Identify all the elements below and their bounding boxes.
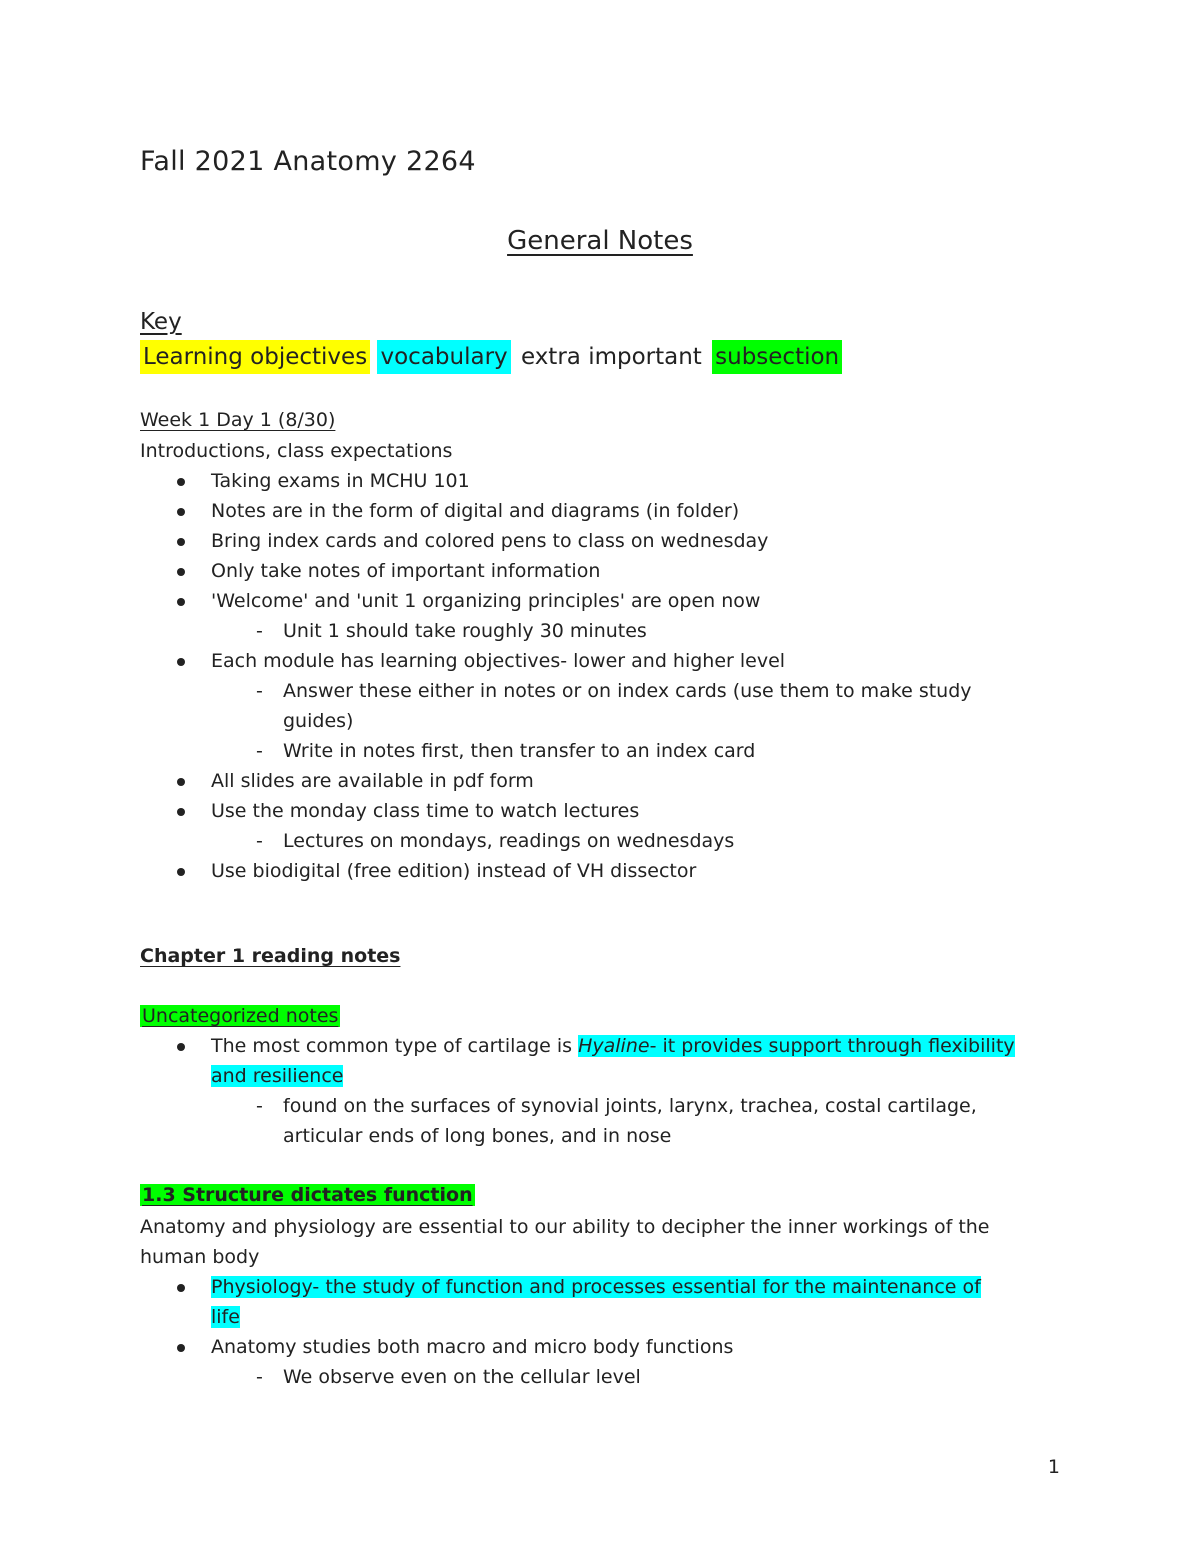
dash-icon: - (256, 740, 263, 762)
bullet-icon (177, 538, 185, 546)
vocab-term-hyaline: Hyaline (578, 1035, 650, 1057)
sub-list-item (256, 1091, 977, 1121)
sub-list-item-text: Unit 1 should take roughly 30 minutes (283, 620, 647, 642)
sub-list-item-text: found on the surfaces of synovial joints, larynx, trachea, costal cartilage, (283, 1095, 977, 1117)
bullet-icon (177, 478, 185, 486)
list-item-continuation (211, 1302, 240, 1332)
sub-list-item (256, 676, 972, 706)
key-heading: Key (140, 309, 182, 335)
list-item-text: 'Welcome' and 'unit 1 organizing principles' are open now (211, 590, 761, 612)
dash-icon: - (256, 680, 263, 702)
list-item (211, 1332, 733, 1362)
list-item-text: The most common type of cartilage is (211, 1035, 579, 1057)
list-item-text: Notes are in the form of digital and diagrams (in folder) (211, 500, 740, 522)
bullet-icon (177, 1284, 185, 1292)
week1-heading: Week 1 Day 1 (8/30) (140, 409, 336, 431)
sub-list-item (256, 1362, 641, 1392)
bullet-icon (177, 868, 185, 876)
list-item (211, 856, 696, 886)
section13-heading-text: 1.3 Structure dictates function (142, 1184, 473, 1206)
sub-list-item-continuation (283, 1121, 671, 1151)
bullet-icon (177, 658, 185, 666)
list-item-text: All slides are available in pdf form (211, 770, 534, 792)
key-learning-objectives: Learning objectives (140, 340, 370, 374)
page-number: 1 (1047, 1456, 1060, 1478)
list-item (211, 1272, 981, 1302)
list-item-text: Taking exams in MCHU 101 (211, 470, 470, 492)
vocab-definition-continued: and resilience (211, 1065, 344, 1087)
sub-list-item (256, 616, 647, 646)
chapter1-heading: Chapter 1 reading notes (140, 945, 401, 967)
sub-list-item-text: guides) (283, 710, 354, 732)
sub-list-item-text: Lectures on mondays, readings on wednesdays (283, 830, 735, 852)
sub-list-item (256, 826, 735, 856)
sub-list-item-text: articular ends of long bones, and in nose (283, 1125, 672, 1147)
list-item-text: Only take notes of important information (211, 560, 601, 582)
bullet-icon (177, 508, 185, 516)
list-item-text: Use biodigital (free edition) instead of VH dissector (211, 860, 697, 882)
sub-list-item-continuation (283, 706, 353, 736)
list-item (211, 556, 600, 586)
list-item (211, 1031, 1015, 1061)
list-item-text: Use the monday class time to watch lectures (211, 800, 640, 822)
list-item-text: Anatomy studies both macro and micro body functions (211, 1336, 734, 1358)
list-item-text: Bring index cards and colored pens to class on wednesday (211, 530, 769, 552)
bullet-icon (177, 568, 185, 576)
list-item (211, 796, 639, 826)
vocab-definition: - it provides support through flexibility (649, 1035, 1015, 1057)
list-item (211, 466, 470, 496)
dash-icon: - (256, 830, 263, 852)
bullet-icon (177, 1043, 185, 1051)
list-item-text: Each module has learning objectives- lower and higher level (211, 650, 786, 672)
vocab-definition: Physiology- the study of function and processes essential for the maintenance of (211, 1276, 981, 1298)
sub-list-item-text: Write in notes first, then transfer to an index card (283, 740, 756, 762)
dash-icon: - (256, 1095, 263, 1117)
course-title: Fall 2021 Anatomy 2264 (140, 146, 476, 177)
bullet-icon (177, 598, 185, 606)
uncategorized-heading-text: Uncategorized notes (142, 1005, 339, 1027)
dash-icon: - (256, 1366, 263, 1388)
section13-paragraph-line1: Anatomy and physiology are essential to our ability to decipher the inner workings of the (140, 1216, 990, 1238)
sub-list-item-text: Answer these either in notes or on index cards (use them to make study (283, 680, 972, 702)
section13-heading (140, 1180, 475, 1210)
list-item-continuation (211, 1061, 343, 1091)
page-title (0, 226, 1200, 256)
bullet-icon (177, 1344, 185, 1352)
key-subsection: subsection (712, 340, 842, 374)
key-vocabulary: vocabulary (377, 340, 510, 374)
uncategorized-heading (140, 1001, 340, 1031)
bullet-icon (177, 808, 185, 816)
list-item (211, 526, 768, 556)
bullet-icon (177, 778, 185, 786)
list-item (211, 766, 534, 796)
list-item (211, 586, 760, 616)
page-title-text: General Notes (507, 226, 693, 256)
key-extra-important: extra important (520, 344, 702, 370)
list-item (211, 496, 739, 526)
section13-paragraph-line2: human body (140, 1246, 260, 1268)
sub-list-item-text: We observe even on the cellular level (283, 1366, 641, 1388)
dash-icon: - (256, 620, 263, 642)
key-legend (140, 340, 842, 374)
list-item (211, 646, 785, 676)
sub-list-item (256, 736, 756, 766)
week1-intro: Introductions, class expectations (140, 440, 453, 462)
vocab-definition-continued: life (211, 1306, 240, 1328)
